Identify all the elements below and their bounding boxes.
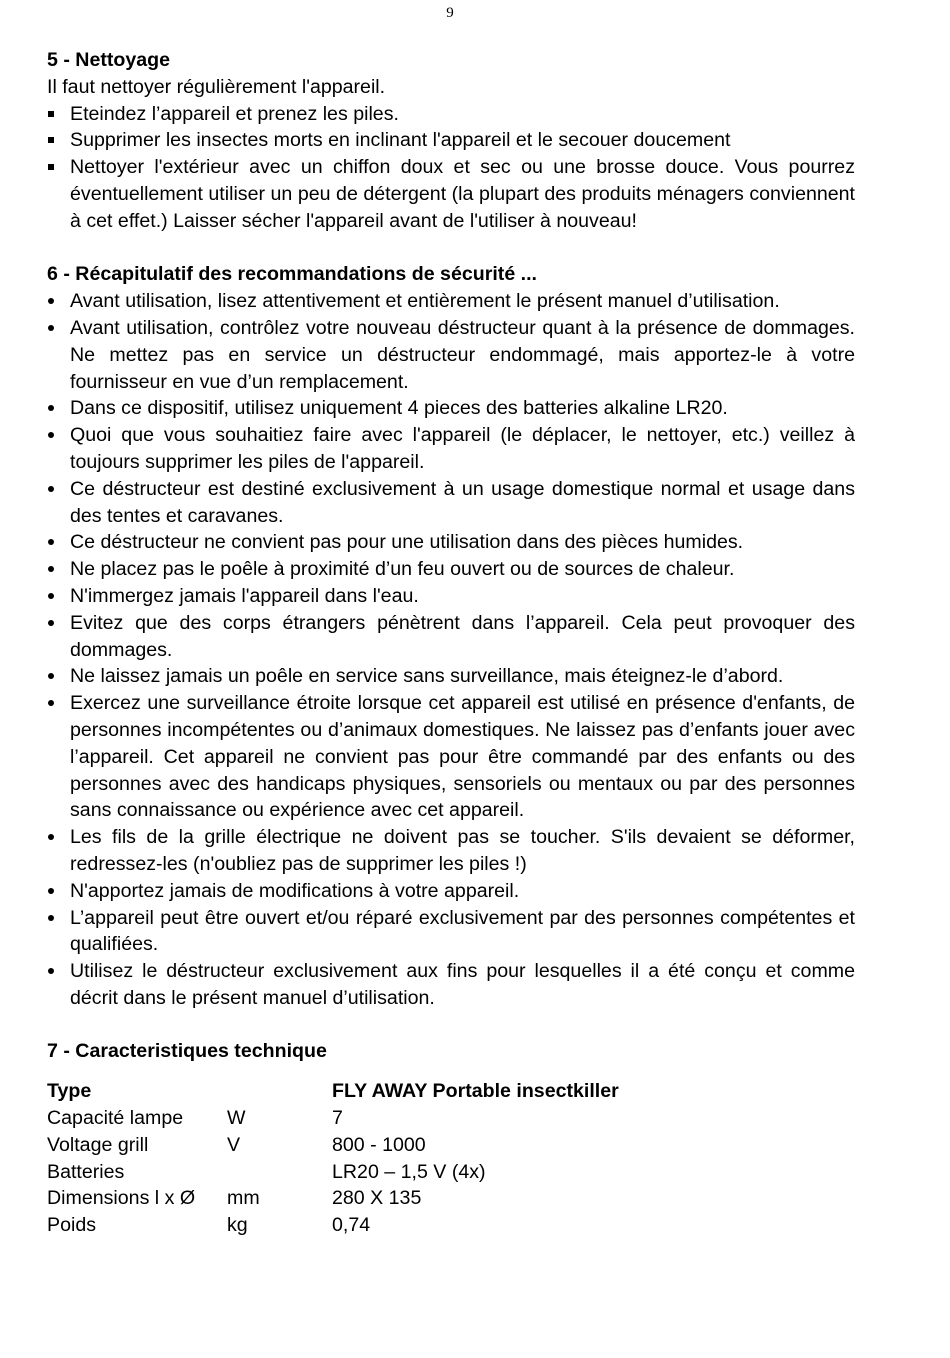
spec-value: 280 X 135 xyxy=(332,1187,422,1210)
list-item: Nettoyer l'extérieur avec un chiffon doux et sec ou une brosse douce. Vous pourrez éventuellement utiliser un peu de détergent (la plupart des produits ménagers conviennent à cet effet.) Laisser sécher l'appareil avant de l'utiliser à nouveau! xyxy=(47,154,855,234)
list-item: Eteindez l’appareil et prenez les piles. xyxy=(47,101,855,128)
list-item: N'immergez jamais l'appareil dans l'eau. xyxy=(47,583,855,610)
spec-label: Type xyxy=(47,1080,92,1103)
spec-label: Dimensions l x Ø xyxy=(47,1187,196,1210)
spec-value: 7 xyxy=(332,1107,343,1130)
list-item: Supprimer les insectes morts en inclinant l'appareil et le secouer doucement xyxy=(47,127,855,154)
safety-recommendations-list xyxy=(47,288,855,1012)
list-item: Quoi que vous souhaitiez faire avec l'appareil (le déplacer, le nettoyer, etc.) veillez à toujours supprimer les piles de l'appareil. xyxy=(47,422,855,476)
spec-unit: V xyxy=(227,1133,241,1156)
document-body xyxy=(47,47,855,1239)
section-5-heading: 5 - Nettoyage xyxy=(47,49,171,71)
technical-specs-table xyxy=(47,1078,619,1239)
table-row xyxy=(47,1132,619,1159)
table-row xyxy=(47,1105,619,1132)
spec-label: Batteries xyxy=(47,1160,125,1183)
list-item: N'apportez jamais de modifications à votre appareil. xyxy=(47,878,855,905)
spec-unit xyxy=(227,1078,332,1105)
list-item: Ce déstructeur ne convient pas pour une utilisation dans des pièces humides. xyxy=(47,529,855,556)
table-row xyxy=(47,1212,619,1239)
section-7-heading: 7 - Caracteristiques technique xyxy=(47,1040,327,1063)
list-item: Exercez une surveillance étroite lorsque cet appareil est utilisé en présence d'enfants, de personnes incompétentes ou d’animaux domestiques. Ne laissez pas d’enfants jouer avec l’appareil. Cet appareil ne convient pas pour être commandé par des enfants ou des personnes avec des handicaps physiques, sensoriels ou mentaux ou par des personnes sans connaissance ou expérience avec cet appareil. xyxy=(47,690,855,824)
cleaning-steps-list xyxy=(47,101,855,235)
table-row xyxy=(47,1078,619,1105)
spec-value: FLY AWAY Portable insectkiller xyxy=(332,1080,619,1103)
section-5-intro: Il faut nettoyer régulièrement l'appareil. xyxy=(47,75,386,98)
table-row xyxy=(47,1159,619,1186)
spec-value: 0,74 xyxy=(332,1214,371,1237)
section-6-heading: 6 - Récapitulatif des recommandations de sécurité ... xyxy=(47,263,537,286)
spec-label: Capacité lampe xyxy=(47,1107,184,1130)
spec-label: Voltage grill xyxy=(47,1133,149,1156)
spec-unit: W xyxy=(227,1107,246,1130)
list-item: Les fils de la grille électrique ne doivent pas se toucher. S'ils devaient se déformer, redressez-les (n'oubliez pas de supprimer les piles !) xyxy=(47,824,855,878)
spec-label: Poids xyxy=(47,1214,97,1237)
list-item: Avant utilisation, lisez attentivement et entièrement le présent manuel d’utilisation. xyxy=(47,288,855,315)
list-item: Ne laissez jamais un poêle en service sans surveillance, mais éteignez-le d’abord. xyxy=(47,663,855,690)
spec-value: 800 - 1000 xyxy=(332,1133,426,1156)
table-row xyxy=(47,1185,619,1212)
spec-unit: mm xyxy=(227,1187,260,1210)
list-item: Ce déstructeur est destiné exclusivement à un usage domestique normal et usage dans des tentes et caravanes. xyxy=(47,476,855,530)
list-item: Dans ce dispositif, utilisez uniquement 4 pieces des batteries alkaline LR20. xyxy=(47,395,855,422)
list-item: Avant utilisation, contrôlez votre nouveau déstructeur quant à la présence de dommages. Ne mettez pas en service un déstructeur endommagé, mais apportez-le à votre fournisseur en vue d’un remplacement. xyxy=(47,315,855,395)
list-item: L’appareil peut être ouvert et/ou réparé exclusivement par des personnes compétentes et qualifiées. xyxy=(47,905,855,959)
spec-value: LR20 – 1,5 V (4x) xyxy=(332,1160,486,1183)
list-item: Utilisez le déstructeur exclusivement aux fins pour lesquelles il a été conçu et comme décrit dans le présent manuel d’utilisation. xyxy=(47,958,855,1012)
list-item: Ne placez pas le poêle à proximité d’un feu ouvert ou de sources de chaleur. xyxy=(47,556,855,583)
spec-unit: kg xyxy=(227,1214,248,1237)
list-item: Evitez que des corps étrangers pénètrent dans l’appareil. Cela peut provoquer des dommages. xyxy=(47,610,855,664)
page-number: 9 xyxy=(446,5,454,21)
spec-unit xyxy=(227,1159,332,1186)
